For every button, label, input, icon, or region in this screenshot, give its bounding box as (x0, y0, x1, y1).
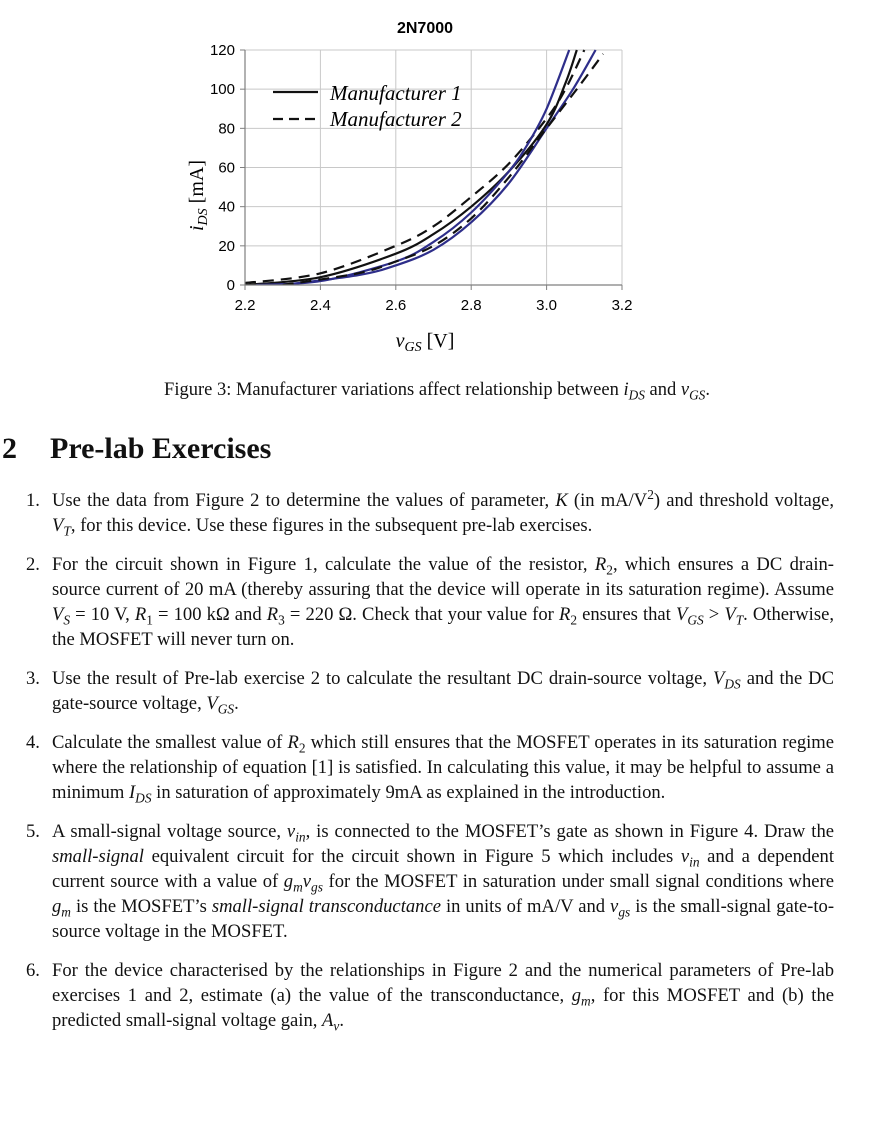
y-tick-label: 0 (226, 277, 235, 294)
y-tick-label: 120 (209, 42, 235, 59)
y-tick-label: 40 (218, 198, 235, 216)
exercise-text: For the circuit shown in Figure 1, calculate the value of the resistor, $R_2$, which ensures a DC drain-source current of 20 mA (thereby assuring that the device will operate in its saturation regime). Assume $V_S = 10$ V, $R_1 = 100$ kΩ and $R_3 = 220$ Ω. Check that your value for $R_2$ ensures that $V_{GS} > V_T$. Otherwise, the MOSFET will never turn on. (52, 554, 834, 650)
y-tick-label: 80 (218, 120, 235, 138)
section-number: 2 (2, 432, 17, 465)
exercise-number: 5. (26, 821, 40, 842)
exercise-number: 4. (26, 732, 40, 753)
exercise-item-4 (0, 730, 834, 805)
exercise-text: A small-signal voltage source, $v_{in}$, is connected to the MOSFET’s gate as shown in Figure 4. Draw the small-signal equivalent circuit for the circuit shown in Figure 5 which includes $v_{in}$ and a dependent current source with a value of $g_mv_{gs}$ for the MOSFET in saturation under small signal conditions where $g_m$ is the MOSFET’s small-signal transconductance in units of mA/V and $v_{gs}$ is the small-signal gate-to-source voltage in the MOSFET. (52, 821, 835, 942)
exercise-item-3 (0, 666, 834, 716)
legend-label-manufacturer-2: Manufacturer 2 (330, 107, 462, 131)
y-tick-label: 20 (218, 237, 235, 255)
x-tick-label: 3.0 (536, 297, 558, 314)
y-tick-label: 60 (218, 159, 235, 177)
chart (0, 0, 874, 370)
exercise-item-6 (0, 958, 834, 1033)
x-tick-label: 2.4 (309, 297, 331, 314)
exercise-item-2 (0, 552, 834, 652)
x-tick-label: 2.6 (385, 297, 407, 314)
exercise-item-5 (0, 819, 834, 944)
exercise-number: 6. (26, 960, 40, 981)
x-tick-label: 3.2 (611, 297, 633, 314)
x-tick-label: 2.8 (460, 297, 482, 314)
exercise-number: 3. (26, 668, 40, 689)
exercise-text: Calculate the smallest value of $R_2$ which still ensures that the MOSFET operates in its saturation regime where the relationship of equation [1] is satisfied. In calculating this value, it may be helpful to assume a minimum $I_{DS}$ in saturation of approximately 9mA as explained in the introduction. (52, 732, 835, 806)
section-title: Pre-lab Exercises (50, 432, 272, 465)
exercise-number: 1. (26, 490, 40, 511)
exercise-text: Use the data from Figure 2 to determine the values of parameter, K (in $mA/V^2$) and threshold voltage, $V_T$, for this device. Use these figures in the subsequent pre-lab exercises. (52, 486, 835, 539)
legend-label-manufacturer-1: Manufacturer 1 (330, 81, 462, 105)
figure-caption: Figure 3: Manufacturer variations affect relationship between $i_{DS}$ and $v_{GS}$. (164, 380, 710, 403)
exercise-list (0, 488, 874, 1047)
exercise-text: Use the result of Pre-lab exercise 2 to calculate the resultant DC drain-source voltage, $V_{DS}$ and the DC gate-source voltage, $V_{GS}$. (52, 668, 834, 717)
x-axis-label: $v_{GS}$ [V] (395, 330, 455, 355)
exercise-text: For the device characterised by the relationships in Figure 2 and the numerical parameters of Pre-lab exercises 1 and 2, estimate (a) the value of the transconductance, $g_m$, for this MOSFET and (b) the predicted small-signal voltage gain, $A_v$. (52, 960, 834, 1034)
x-tick-label: 2.2 (234, 297, 256, 314)
legend (273, 81, 462, 131)
y-axis-label: $i_{DS}$ [mA] (186, 159, 211, 231)
y-tick-label: 100 (209, 81, 235, 99)
exercise-number: 2. (26, 554, 40, 575)
exercise-item-1 (0, 488, 834, 538)
chart-title: 2N7000 (396, 20, 454, 37)
